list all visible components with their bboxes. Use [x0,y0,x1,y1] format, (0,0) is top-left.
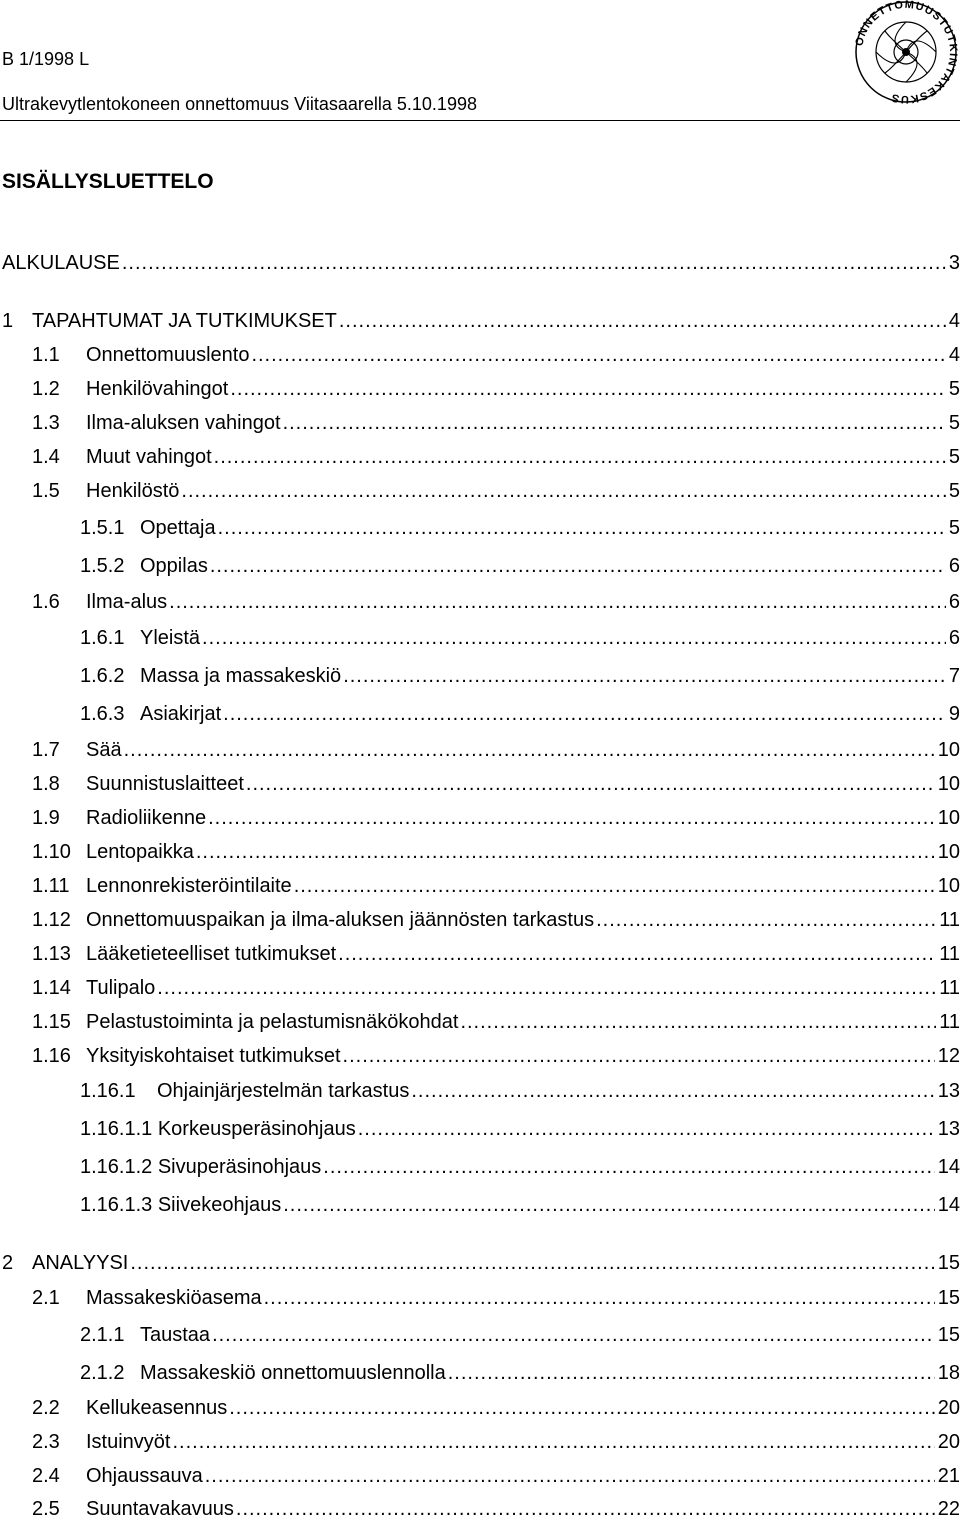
toc-dot-leader [196,839,935,865]
toc-entry-label: Istuinvyöt [86,1431,171,1453]
toc-entry[interactable] [0,410,960,436]
toc-entry-label: Yleistä [140,627,201,649]
toc-entry-number: 1.5 [32,480,60,502]
toc-entry[interactable] [0,376,960,402]
toc-entry-number: 1.6.3 [80,703,125,725]
toc-entry-number: 1.2 [32,378,60,400]
toc-title: SISÄLLYSLUETTELO [2,170,214,193]
toc-entry-number: 1.11 [32,875,70,897]
toc-entry[interactable] [0,907,960,933]
toc-entry-label: Henkilöstö [86,480,180,502]
toc-entry[interactable] [0,553,960,579]
toc-entry-page-number: 11 [939,909,960,931]
toc-entry[interactable] [0,589,960,615]
toc-entry-page-number: 5 [948,480,960,502]
toc-dot-leader [223,701,946,727]
toc-dot-leader [448,1360,935,1386]
toc-entry[interactable] [0,1429,960,1455]
toc-dot-leader [343,1043,935,1069]
toc-entry-page-number: 15 [937,1287,960,1309]
document-subtitle: Ultrakevytlentokoneen onnettomuus Viitasaarella 5.10.1998 [2,94,477,114]
toc-entry-page-number: 7 [948,665,960,687]
toc-entry-page-number: 5 [948,446,960,468]
toc-dot-leader [339,308,946,334]
toc-entry[interactable] [0,737,960,763]
toc-entry-number: 1.16.1 [80,1080,136,1102]
toc-entry-label: TAPAHTUMAT JA TUTKIMUKSET [32,310,337,332]
toc-entry[interactable] [0,1285,960,1311]
toc-entry-label: Oppilas [140,555,208,577]
toc-entry[interactable] [0,771,960,797]
toc-entry[interactable] [0,250,960,276]
toc-dot-leader [172,1429,934,1455]
toc-entry-number: 1.7 [32,739,60,761]
toc-entry[interactable] [0,1154,960,1180]
toc-entry-page-number: 15 [937,1324,960,1346]
toc-entry-number: 1.3 [32,412,60,434]
toc-entry-label: Yksityiskohtaiset tutkimukset [86,1045,341,1067]
toc-dot-leader [596,907,936,933]
agency-seal-logo [852,0,960,104]
toc-dot-leader [169,589,946,615]
toc-entry-label: Massakeskiöasema [86,1287,262,1309]
svg-text:ONNETTOMUUSTUTKINTAKESKUS: ONNETTOMUUSTUTKINTAKESKUS [853,0,960,104]
toc-entry-number: 1.10 [32,841,71,863]
toc-entry-number: 1.5.1 [80,517,125,539]
toc-entry-number: 1.5.2 [80,555,125,577]
toc-entry-label: Kellukeasennus [86,1397,228,1419]
toc-entry-label: Henkilövahingot [86,378,229,400]
toc-entry[interactable] [0,1116,960,1142]
header-divider [0,120,960,121]
toc-entry-page-number: 4 [948,310,960,332]
toc-entry-number: 2.3 [32,1431,60,1453]
toc-dot-leader [229,1395,935,1421]
toc-dot-leader [130,1250,934,1276]
toc-entry-number: 2.4 [32,1465,60,1487]
toc-entry-label: Opettaja [140,517,216,539]
toc-dot-leader [181,478,945,504]
toc-dot-leader [236,1496,935,1522]
toc-dot-leader [124,737,935,763]
toc-entry-label: ALKULAUSE [2,252,120,274]
toc-entry-page-number: 9 [948,703,960,725]
toc-entry-page-number: 20 [937,1431,960,1453]
toc-dot-leader [294,873,935,899]
toc-entry[interactable] [0,1395,960,1421]
toc-entry-number: 1.8 [32,773,60,795]
toc-entry-label: Sää [86,739,122,761]
toc-entry[interactable] [0,1250,960,1276]
toc-entry-page-number: 4 [948,344,960,366]
toc-entry[interactable] [0,625,960,651]
toc-dot-leader [218,515,946,541]
toc-entry-page-number: 5 [948,412,960,434]
toc-entry-number: 1 [2,310,14,332]
toc-dot-leader [460,1009,936,1035]
toc-entry-page-number: 13 [937,1080,960,1102]
toc-entry-page-number: 11 [939,943,960,965]
toc-entry-number: 1.1 [32,344,60,366]
toc-entry-page-number: 10 [937,841,960,863]
toc-entry-page-number: 21 [937,1465,960,1487]
toc-entry[interactable] [0,805,960,831]
toc-dot-leader [122,250,946,276]
toc-entry[interactable] [0,1463,960,1489]
toc-entry-number: 1.15 [32,1011,71,1033]
toc-entry-page-number: 5 [948,378,960,400]
toc-dot-leader [246,771,935,797]
toc-entry-label: Lääketieteelliset tutkimukset [86,943,337,965]
toc-entry-label: Suuntavakavuus [86,1498,234,1520]
toc-dot-leader [411,1078,934,1104]
toc-dot-leader [214,444,946,470]
toc-entry-number: 1.9 [32,807,60,829]
document-id: B 1/1998 L [2,49,90,69]
toc-entry[interactable] [0,308,960,334]
toc-entry-page-number: 10 [937,773,960,795]
toc-entry-page-number: 12 [937,1045,960,1067]
toc-dot-leader [338,941,936,967]
toc-entry-page-number: 10 [937,739,960,761]
toc-entry-label: Taustaa [140,1324,211,1346]
toc-entry-number: 1.14 [32,977,71,999]
toc-entry[interactable] [0,701,960,727]
toc-entry-number: 2.5 [32,1498,60,1520]
toc-entry[interactable] [0,1322,960,1348]
toc-entry-number: 1.16 [32,1045,71,1067]
toc-entry-number: 1.4 [32,446,60,468]
toc-entry[interactable] [0,839,960,865]
toc-dot-leader [230,376,946,402]
toc-entry-page-number: 5 [948,517,960,539]
toc-entry-label: 1.16.1.3 Siivekeohjaus [80,1194,282,1216]
toc-entry-page-number: 10 [937,875,960,897]
toc-entry-number: 2.2 [32,1397,60,1419]
toc-entry[interactable] [0,873,960,899]
toc-entry-number: 1.6 [32,591,60,613]
toc-entry[interactable] [0,663,960,689]
toc-entry-page-number: 6 [948,627,960,649]
toc-entry-page-number: 11 [939,1011,960,1033]
toc-entry-label: Tulipalo [86,977,156,999]
toc-entry-page-number: 10 [937,807,960,829]
toc-entry[interactable] [0,515,960,541]
toc-entry-number: 1.12 [32,909,71,931]
toc-entry-page-number: 6 [948,591,960,613]
toc-entry-page-number: 18 [937,1362,960,1384]
toc-entry-label: Pelastustoiminta ja pelastumisnäkökohdat [86,1011,459,1033]
toc-dot-leader [283,410,946,436]
toc-entry-number: 2 [2,1252,14,1274]
toc-dot-leader [208,805,935,831]
toc-entry[interactable] [0,478,960,504]
toc-dot-leader [323,1154,934,1180]
toc-dot-leader [264,1285,935,1311]
toc-entry-label: Massa ja massakeskiö [140,665,342,687]
toc-dot-leader [205,1463,935,1489]
toc-entry-number: 2.1 [32,1287,60,1309]
toc-entry-label: Onnettomuuslento [86,344,250,366]
toc-entry-label: Ilma-alus [86,591,168,613]
toc-entry-label: Massakeskiö onnettomuuslennolla [140,1362,446,1384]
toc-entry-page-number: 14 [937,1156,960,1178]
toc-dot-leader [343,663,946,689]
toc-entry-number: 1.13 [32,943,71,965]
toc-entry[interactable] [0,1009,960,1035]
toc-dot-leader [157,975,936,1001]
toc-entry-label: Lentopaikka [86,841,194,863]
toc-entry-label: 1.16.1.2 Sivuperäsinohjaus [80,1156,322,1178]
toc-entry[interactable] [0,444,960,470]
toc-entry-page-number: 6 [948,555,960,577]
toc-entry-number: 2.1.1 [80,1324,125,1346]
toc-entry-page-number: 22 [937,1498,960,1520]
toc-entry-label: Suunnistuslaitteet [86,773,244,795]
toc-entry-label: Lennonrekisteröintilaite [86,875,292,897]
toc-entry-label: Ohjaussauva [86,1465,203,1487]
toc-entry[interactable] [0,1360,960,1386]
toc-entry-page-number: 3 [948,252,960,274]
toc-entry-page-number: 14 [937,1194,960,1216]
toc-entry[interactable] [0,342,960,368]
toc-entry[interactable] [0,1078,960,1104]
toc-entry-page-number: 15 [937,1252,960,1274]
toc-dot-leader [212,1322,935,1348]
toc-dot-leader [210,553,946,579]
toc-dot-leader [358,1116,935,1142]
toc-dot-leader [283,1192,935,1218]
toc-dot-leader [251,342,945,368]
toc-entry-label: Radioliikenne [86,807,207,829]
toc-entry-number: 1.6.1 [80,627,125,649]
toc-entry[interactable] [0,1043,960,1069]
toc-entry-number: 2.1.2 [80,1362,125,1384]
toc-entry[interactable] [0,1192,960,1218]
toc-entry-page-number: 11 [939,977,960,999]
toc-entry[interactable] [0,975,960,1001]
toc-entry-label: Ilma-aluksen vahingot [86,412,281,434]
toc-entry-label: Ohjainjärjestelmän tarkastus [157,1080,410,1102]
toc-entry-label: ANALYYSI [32,1252,129,1274]
toc-entry-label: Muut vahingot [86,446,212,468]
toc-entry-page-number: 13 [937,1118,960,1140]
toc-entry-label: Onnettomuuspaikan ja ilma-aluksen jäännösten tarkastus [86,909,595,931]
toc-entry[interactable] [0,941,960,967]
toc-entry-label: 1.16.1.1 Korkeusperäsinohjaus [80,1118,356,1140]
toc-entry-number: 1.6.2 [80,665,125,687]
toc-entry-label: Asiakirjat [140,703,222,725]
toc-entry[interactable] [0,1496,960,1522]
toc-dot-leader [202,625,946,651]
toc-entry-page-number: 20 [937,1397,960,1419]
